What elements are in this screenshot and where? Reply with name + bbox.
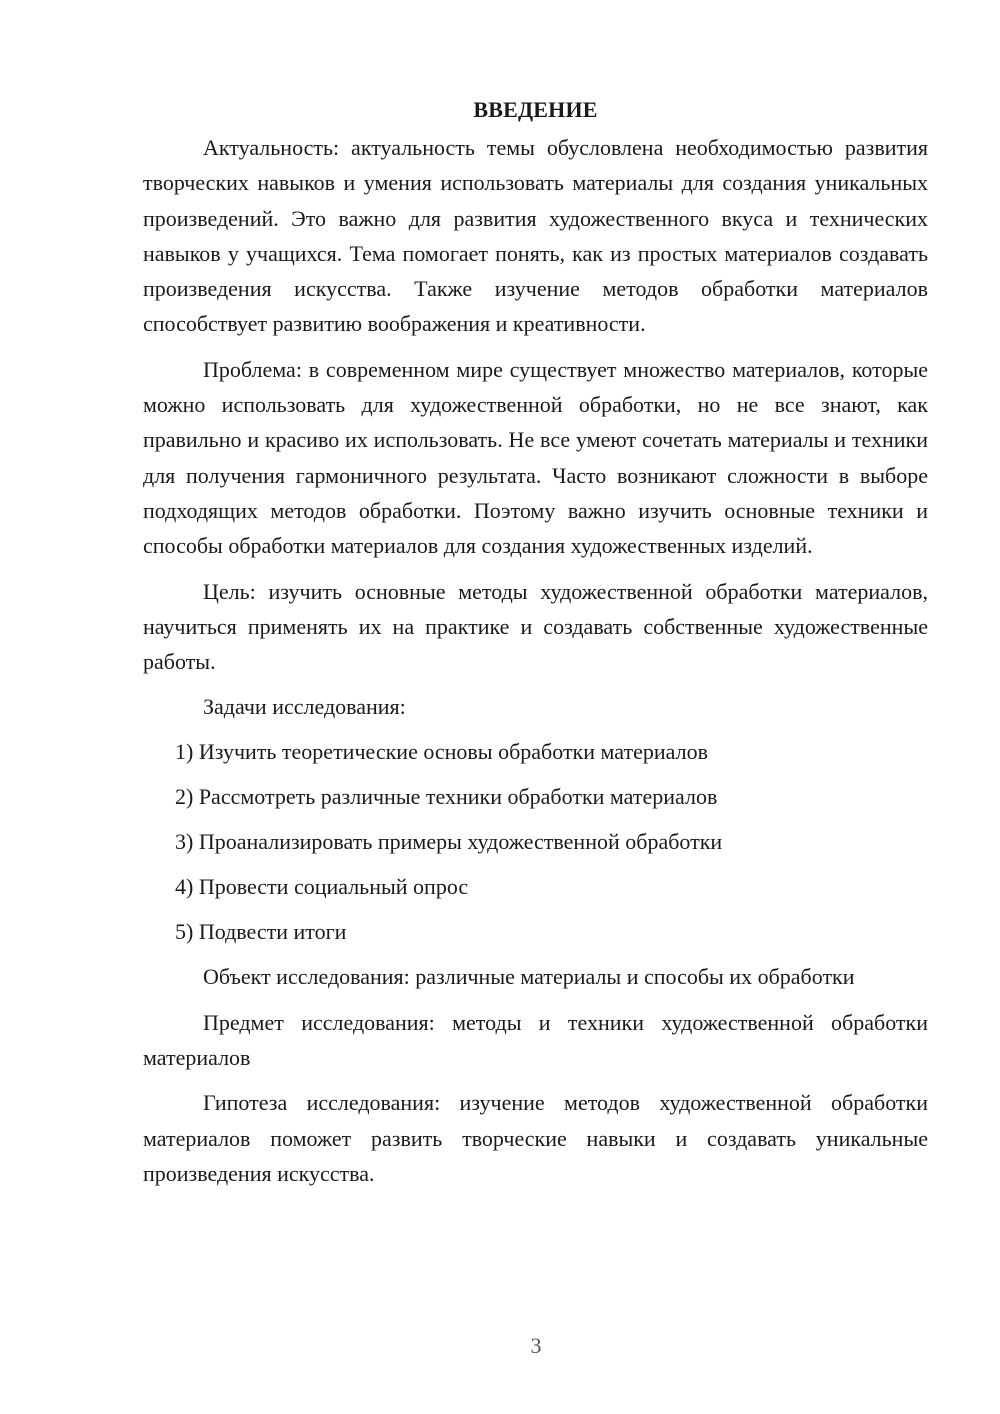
problem-paragraph: Проблема: в современном мире существует множество материалов, которые можно использовать для художественной обработки, но не все знают, как правильно и красиво их использовать. Не все умеют сочетать материалы и техники для получения гармоничного результата. Часто возникают сложности в выборе подходящих методов обработки. Поэтому важно изучить основные техники и способы обработки материалов для создания художественных изделий. bbox=[143, 356, 928, 559]
task-item: 3) Проанализировать примеры художественной обработки bbox=[175, 829, 723, 855]
task-item: 4) Провести социальный опрос bbox=[175, 874, 469, 900]
tasks-list bbox=[143, 734, 928, 949]
page-number: 3 bbox=[530, 1333, 542, 1358]
goal-paragraph: Цель: изучить основные методы художественной обработки материалов, научиться применять их на практике и создавать собственные художественные работы. bbox=[143, 578, 928, 675]
task-item: 2) Рассмотреть различные техники обработки материалов bbox=[175, 784, 718, 810]
section-heading: ВВЕДЕНИЕ bbox=[473, 97, 598, 122]
object-paragraph: Объект исследования: различные материалы и способы их обработки bbox=[203, 964, 855, 990]
tasks-title: Задачи исследования: bbox=[203, 694, 406, 720]
task-item: 1) Изучить теоретические основы обработки материалов bbox=[175, 739, 708, 765]
hypothesis-paragraph: Гипотеза исследования: изучение методов художественной обработки материалов поможет развить творческие навыки и создавать уникальные произведения искусства. bbox=[143, 1090, 928, 1186]
subject-paragraph: Предмет исследования: методы и техники художественной обработки материалов bbox=[143, 1009, 928, 1071]
document-page bbox=[143, 92, 928, 1201]
task-item: 5) Подвести итоги bbox=[175, 919, 347, 945]
relevance-paragraph: Актуальность: актуальность темы обусловлена необходимостью развития творческих навыков и умения использовать материалы для создания уникальных произведений. Это важно для развития художественного вкуса и технических навыков у учащихся. Тема помогает понять, как из простых материалов создавать произведения искусства. Также изучение методов обработки материалов способствует развитию воображения и креативности. bbox=[143, 135, 928, 337]
